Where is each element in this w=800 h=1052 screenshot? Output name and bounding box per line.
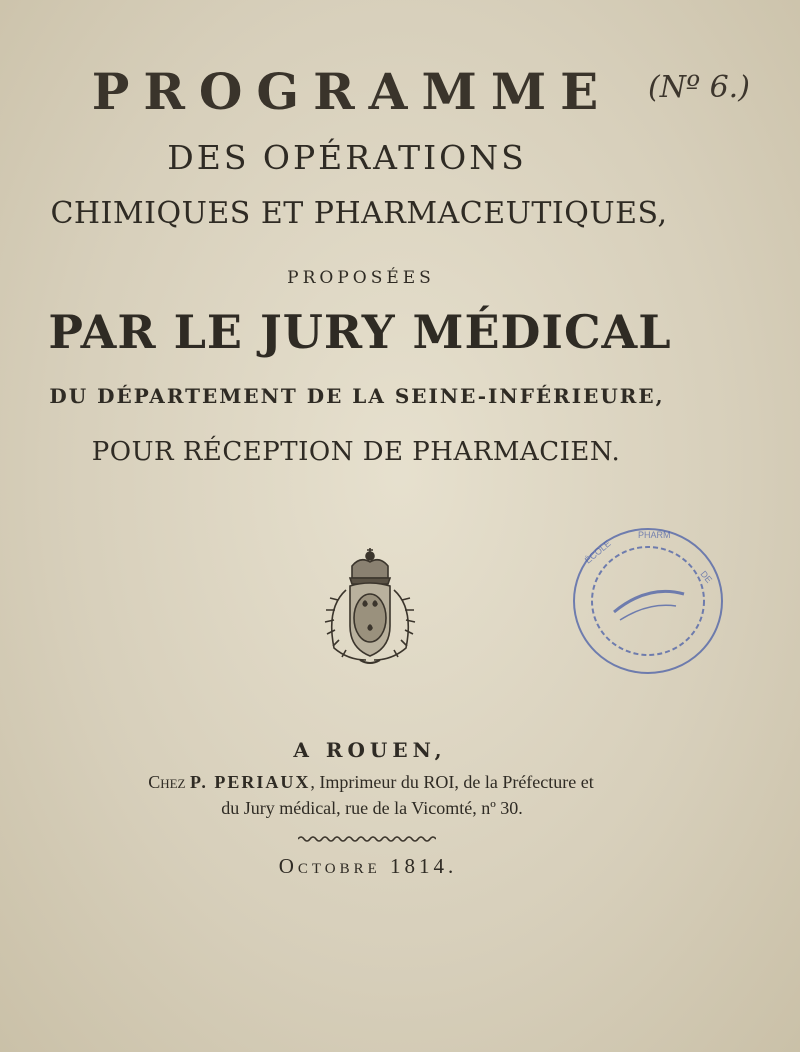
imprint-line-1-rest: , Imprimeur du ROI, de la Préfecture et	[310, 772, 594, 792]
subtitle-line: DES OPÉRATIONS	[167, 138, 527, 177]
library-stamp-icon	[568, 524, 728, 678]
imprint-line-2: du Jury médical, rue de la Vicomté, nº 30.	[221, 798, 523, 818]
svg-text:DE: DE	[698, 568, 715, 585]
svg-text:ÉCOLE: ÉCOLE	[582, 538, 613, 566]
imprint-date: Octobre 1814.	[278, 854, 458, 878]
printer-name: P. PERIAUX	[190, 772, 311, 792]
page-title: PROGRAMME	[91, 62, 613, 121]
subtitle-line: POUR RÉCEPTION DE PHARMACIEN.	[91, 437, 621, 467]
imprint-city: A ROUEN,	[293, 738, 447, 762]
svg-text:PHARM: PHARM	[638, 530, 671, 540]
imprint-line-1	[0, 772, 771, 793]
plate-number: (Nº 6.)	[648, 70, 750, 105]
royal-coat-of-arms-icon	[308, 548, 432, 666]
subtitle-line: PAR LE JURY MÉDICAL	[48, 305, 672, 359]
subtitle-line: PROPOSÉES	[287, 268, 435, 288]
imprint-prefix: Chez	[148, 772, 186, 792]
subtitle-line: CHIMIQUES ET PHARMACEUTIQUES,	[50, 196, 668, 231]
ornamental-rule	[298, 834, 436, 844]
subtitle-line: DU DÉPARTEMENT DE LA SEINE-INFÉRIEURE,	[49, 384, 665, 408]
